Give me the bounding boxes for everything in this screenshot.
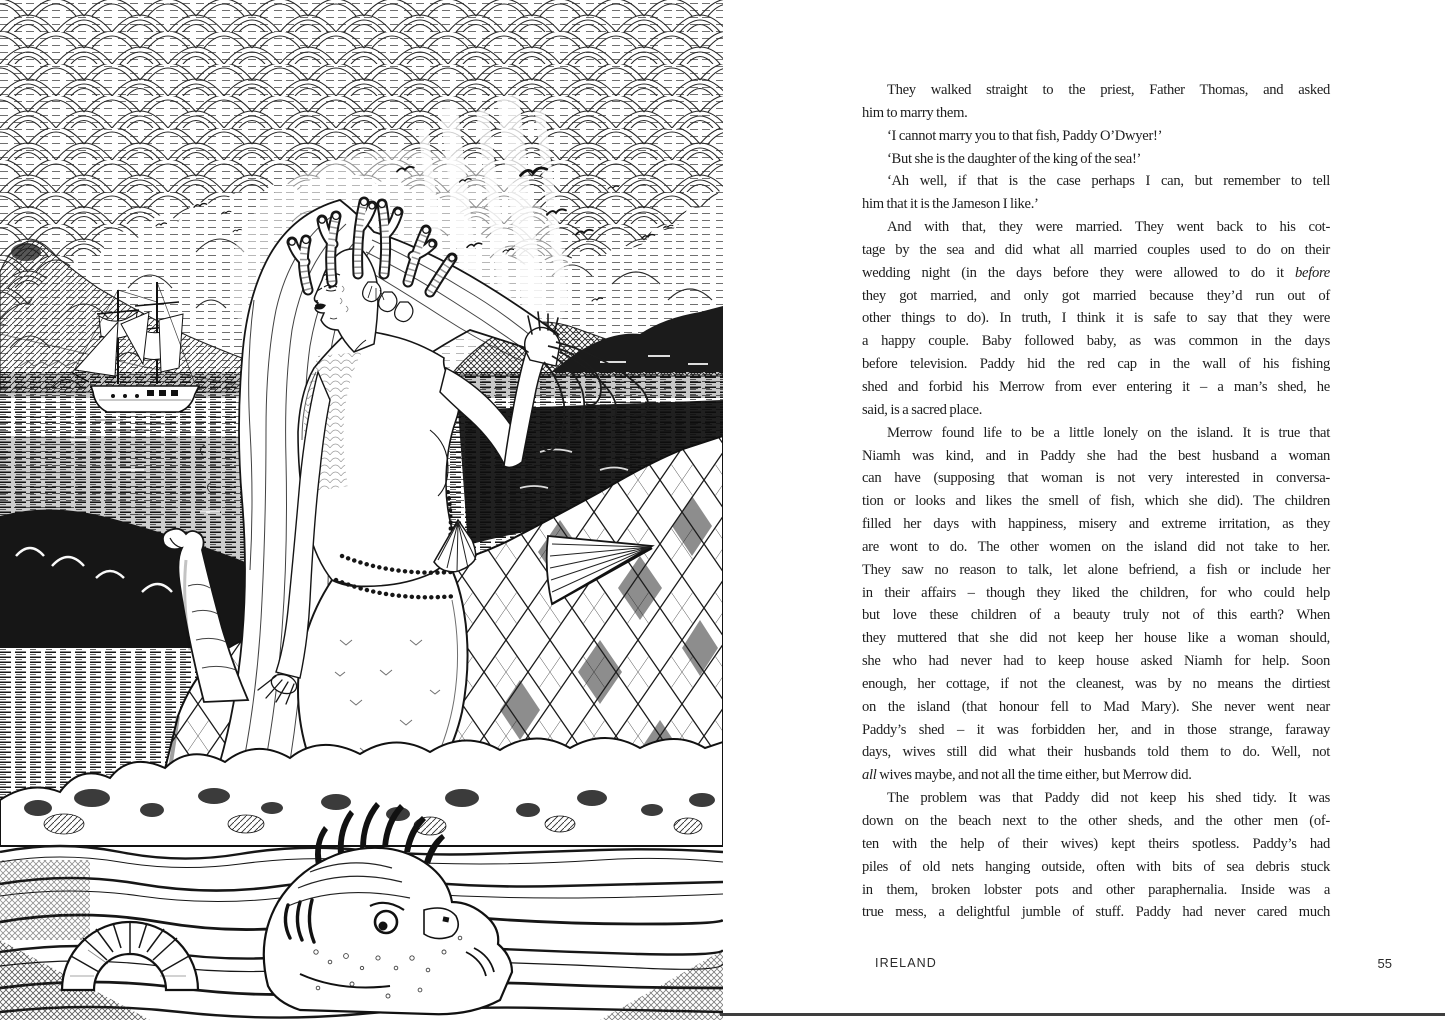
text-line: The problem was that Paddy did not keep his shed tidy. It was xyxy=(887,790,1330,807)
text-line: other things to do). In truth, I think it is safe to say that they were xyxy=(862,310,1330,327)
footer-page-number: 55 xyxy=(1377,956,1392,971)
text-line: They walked straight to the priest, Father Thomas, and asked xyxy=(887,82,1330,98)
text-line: him that it is the Jameson I like.’ xyxy=(862,196,1039,213)
text-line: before television. Paddy hid the red cap in the wall of his fishing xyxy=(862,356,1330,373)
text-line: tage by the sea and did what all married couples used to do on their xyxy=(862,241,1330,258)
text-line: down on the beach next to the other sheds, and the other men (of- xyxy=(862,813,1330,829)
text-line: all wives maybe, and not all the time either, but Merrow did. xyxy=(862,767,1192,784)
text-line: but love these children of a beauty truly not of this earth? When xyxy=(862,607,1330,624)
text-line: they muttered that she did not keep her house like a woman should, xyxy=(862,630,1330,647)
text-line: ‘But she is the daughter of the king of the sea!’ xyxy=(887,150,1142,167)
text-line: tion or looks and likes the smell of fish, which she did). The children xyxy=(862,493,1330,510)
text-line: They saw no reason to talk, let alone befriend, a fish or include her xyxy=(862,561,1330,578)
text-line: they got married, and only got married because they’d run out of xyxy=(862,287,1330,304)
text-line: in their affairs – though they liked the children, for who could help xyxy=(862,584,1330,601)
footer-section-label: IRELAND xyxy=(875,956,937,970)
right-page xyxy=(723,0,1445,1020)
text-line: in them, broken lobster pots and other paraphernalia. Inside was a xyxy=(862,881,1330,898)
text-line: ‘I cannot marry you to that fish, Paddy O’Dwyer!’ xyxy=(887,127,1163,144)
text-line: him to marry them. xyxy=(862,104,968,121)
text-line: a happy couple. Baby followed baby, as was common in the days xyxy=(862,333,1330,350)
text-line: Paddy’s shed – it was forbidden her, and in those strange, faraway xyxy=(862,721,1330,738)
text-line: she who had never had to keep house asked Niamh for help. Soon xyxy=(862,653,1330,670)
text-line: wedding night (in the days before they were allowed to do it before xyxy=(862,264,1330,281)
text-line: said, is a sacred place. xyxy=(862,401,983,418)
text-line: filled her days with happiness, misery and extreme irritation, as they xyxy=(862,516,1330,533)
text-line: ‘Ah well, if that is the case perhaps I can, but remember to tell xyxy=(887,173,1330,190)
text-line: piles of old nets hanging outside, often with bits of sea debris stuck xyxy=(862,858,1330,875)
text-line: days, wives still did what their husbands told them to do. Well, not xyxy=(862,744,1330,761)
text-line: shed and forbid his Merrow from ever entering it – a man’s shed, he xyxy=(862,378,1330,395)
text-line: Merrow found life to be a little lonely on the island. It is true that xyxy=(887,424,1330,441)
text-line: true mess, a delightful jumble of stuff. Paddy had never cared much xyxy=(862,904,1330,921)
text-line: enough, her cottage, if not the cleanest, was by no means the dirtiest xyxy=(862,675,1330,692)
text-line: Niamh was kind, and in Paddy she had the best husband a woman xyxy=(862,447,1330,464)
text-line: can have (supposing that woman is not very interested in conversa- xyxy=(862,470,1330,487)
text-line: And with that, they were married. They went back to his cot- xyxy=(887,219,1330,236)
text-line: on the island (that honour fell to Mad Mary). She never went near xyxy=(862,698,1330,715)
text-line: ten with the help of their wives) kept theirs spotless. Paddy’s had xyxy=(862,835,1330,852)
page-edge-line xyxy=(720,1013,1445,1016)
text-line: are wont to do. The other women on the island did not take to her. xyxy=(862,538,1330,555)
story-text xyxy=(862,79,1330,924)
